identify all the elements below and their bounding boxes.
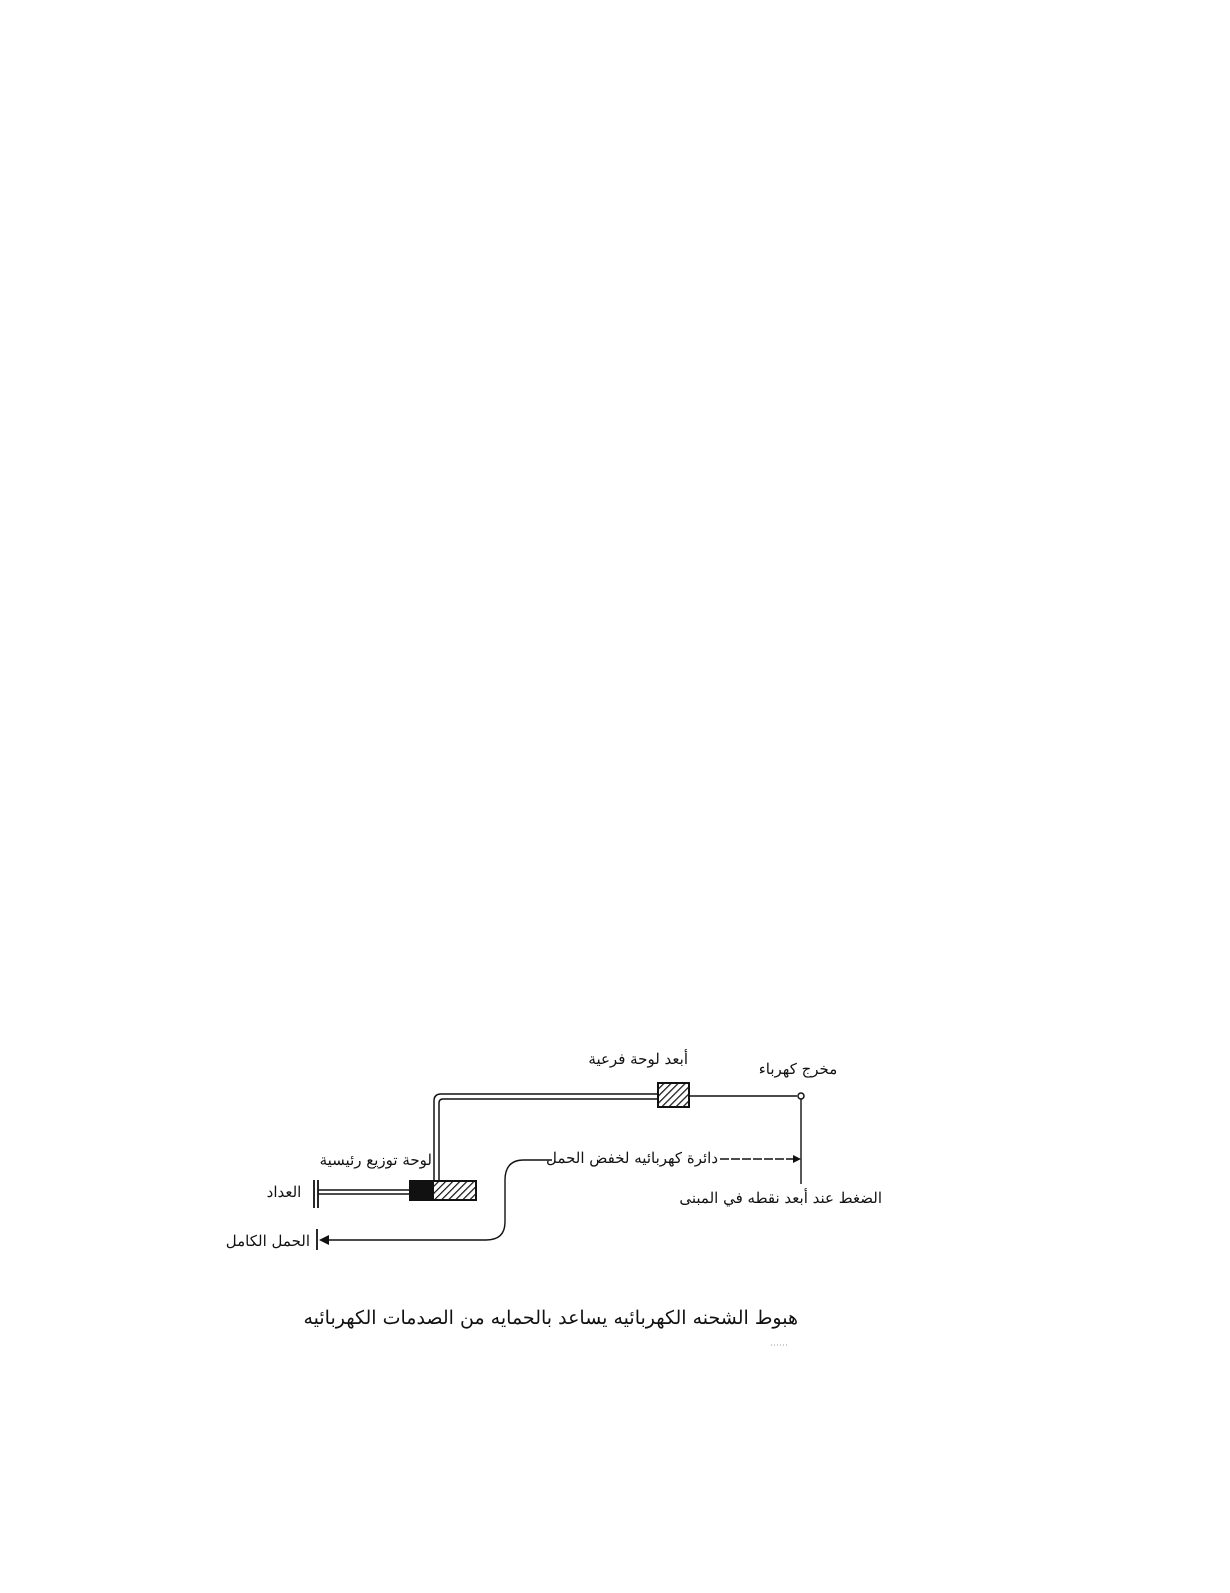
farthest-subpanel-label: أبعد لوحة فرعية xyxy=(588,1050,688,1068)
outlet-terminal xyxy=(798,1093,804,1099)
meter-feeder-line xyxy=(318,1190,411,1194)
main-riser-line xyxy=(434,1094,658,1181)
main-distribution-panel xyxy=(410,1181,476,1200)
load-reduction-circuit-label: دائرة كهربائيه لخفض الحمل xyxy=(546,1149,718,1167)
main-distribution-panel-label: لوحة توزيع رئيسية xyxy=(319,1151,432,1169)
meter-label: العداد xyxy=(266,1183,302,1201)
figure-caption: هبوط الشحنه الكهربائيه يساعد بالحمايه من الصدمات الكهربائيه xyxy=(303,1307,798,1329)
full-load-label: الحمل الكامل xyxy=(225,1232,310,1250)
farthest-subpanel xyxy=(658,1083,689,1107)
load-circuit-arrowhead xyxy=(793,1155,801,1163)
voltage-at-farthest-point-label: الضغط عند أبعد نقطه في المبنى xyxy=(679,1189,882,1207)
outlet-label: مخرج كهرباء xyxy=(758,1060,838,1078)
meter-symbol xyxy=(314,1180,318,1208)
full-load-arrowhead xyxy=(319,1235,329,1245)
